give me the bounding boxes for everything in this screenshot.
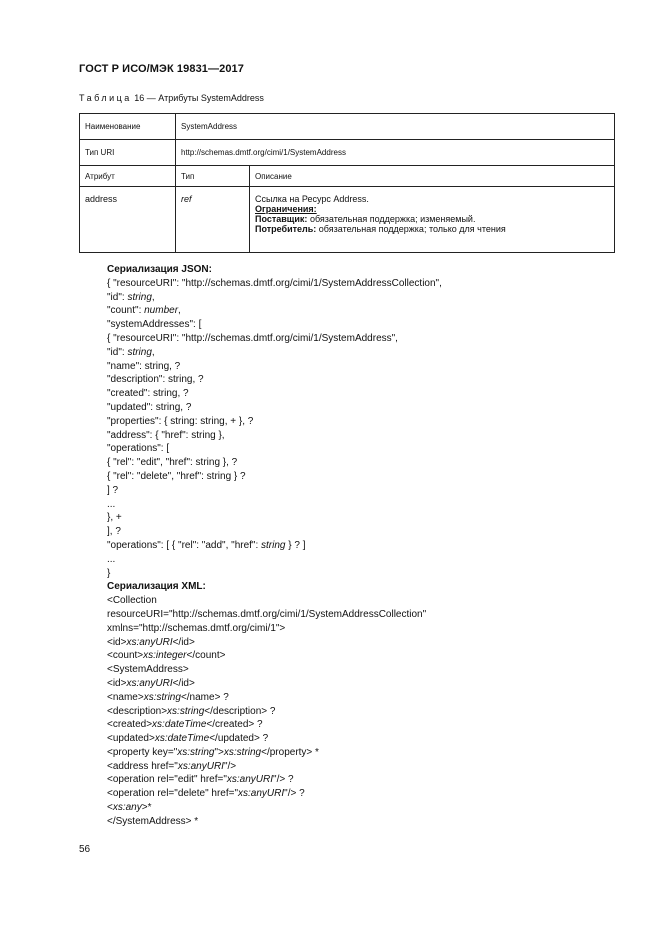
json-code-line: "created": string, ? — [107, 388, 189, 400]
table-row — [80, 187, 615, 253]
column-header-desc: Описание — [250, 166, 615, 187]
provider-line: Поставщик: обязательная поддержка; изменяемый. — [255, 214, 476, 224]
table-cell-uri-label: Тип URI — [80, 140, 176, 166]
table-caption — [79, 93, 264, 103]
json-code-line: "description": string, ? — [107, 374, 204, 386]
table-row-name — [80, 114, 615, 140]
xml-code-line: <property key="xs:string">xs:string</property> * — [107, 746, 319, 758]
json-code-line: "name": string, ? — [107, 360, 181, 372]
json-section-heading: Сериализация JSON: — [107, 264, 212, 275]
json-code-line: } — [107, 567, 111, 579]
json-code-line: ... — [107, 498, 116, 510]
table-row-uri — [80, 140, 615, 166]
constraints-label: Ограничения: — [255, 204, 317, 214]
json-code-line: ... — [107, 553, 116, 565]
table-cell-uri-value: http://schemas.dmtf.org/cimi/1/SystemAddress — [176, 140, 615, 166]
table-cell-attr: address — [80, 187, 176, 253]
table-cell-name-label: Наименование — [80, 114, 176, 140]
column-header-attr: Атрибут — [80, 166, 176, 187]
xml-code-line: xmlns="http://schemas.dmtf.org/cimi/1"> — [107, 622, 286, 634]
table-header-row — [80, 166, 615, 187]
xml-code-line: <description>xs:string</description> ? — [107, 705, 276, 717]
xml-code-line: <SystemAddress> — [107, 664, 189, 676]
json-code-line: { "rel": "edit", "href": string }, ? — [107, 457, 238, 469]
consumer-line: Потребитель: обязательная поддержка; только для чтения — [255, 224, 506, 234]
xml-code-line: <Collection — [107, 595, 157, 607]
json-code-line: }, + — [107, 512, 122, 524]
page-number: 56 — [79, 844, 91, 855]
desc-line: Ссылка на Ресурс Address. — [255, 194, 369, 204]
json-code-line: "operations": [ — [107, 443, 170, 455]
xml-code-line: <id>xs:anyURI</id> — [107, 636, 195, 648]
xml-code-line: <xs:any>* — [107, 802, 152, 814]
xml-section-heading: Сериализация XML: — [107, 581, 206, 593]
json-code-line: "systemAddresses": [ — [107, 319, 202, 331]
json-code-line: "address": { "href": string }, — [107, 429, 225, 441]
json-code-line: ] ? — [107, 484, 119, 496]
table-cell-name-value: SystemAddress — [176, 114, 615, 140]
xml-code-line: <created>xs:dateTime</created> ? — [107, 719, 263, 731]
xml-code-line: <address href="xs:anyURI"/> — [107, 760, 237, 772]
json-code-line: { "resourceURI": "http://schemas.dmtf.org/cimi/1/SystemAddress", — [107, 332, 398, 344]
xml-code-line: <id>xs:anyURI</id> — [107, 677, 195, 689]
json-code-line: "operations": [ { "rel": "add", "href": string } ? ] — [107, 539, 306, 551]
xml-code-line: <updated>xs:dateTime</updated> ? — [107, 733, 269, 745]
table-caption-prefix: Таблица — [79, 93, 132, 103]
json-code-line: "updated": string, ? — [107, 401, 192, 413]
xml-code-line: </SystemAddress> * — [107, 815, 199, 827]
json-code-line: { "resourceURI": "http://schemas.dmtf.org/cimi/1/SystemAddressCollection", — [107, 277, 442, 289]
document-header: ГОСТ Р ИСО/МЭК 19831—2017 — [79, 63, 244, 75]
json-code-line: "id": string, — [107, 346, 155, 358]
table-cell-desc — [250, 187, 615, 253]
xml-code-line: resourceURI="http://schemas.dmtf.org/cimi/1/SystemAddressCollection" — [107, 608, 427, 620]
table-cell-type: ref — [176, 187, 250, 253]
json-code-line: ], ? — [107, 526, 121, 538]
json-code-line: { "rel": "delete", "href": string } ? — [107, 470, 246, 482]
xml-code-line: <count>xs:integer</count> — [107, 650, 226, 662]
xml-code-line: <operation rel="edit" href="xs:anyURI"/> ? — [107, 774, 294, 786]
table-caption-text: 16 — Атрибуты SystemAddress — [131, 93, 264, 103]
serialization-block — [107, 263, 442, 829]
xml-code-line: <name>xs:string</name> ? — [107, 691, 229, 703]
json-code-line: "count": number, — [107, 305, 181, 317]
json-code-line: "id": string, — [107, 291, 155, 303]
attributes-table — [79, 113, 615, 253]
json-code-line: "properties": { string: string, + }, ? — [107, 415, 254, 427]
xml-code-line: <operation rel="delete" href="xs:anyURI"/> ? — [107, 788, 305, 800]
column-header-type: Тип — [176, 166, 250, 187]
